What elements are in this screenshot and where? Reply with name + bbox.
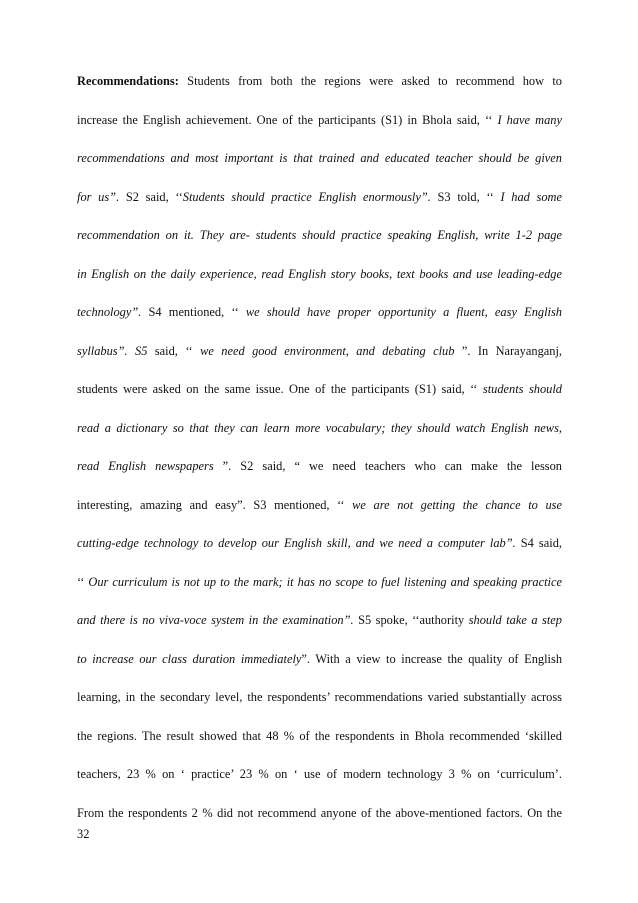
text-run: should take a step (468, 613, 562, 627)
text-line (77, 343, 562, 359)
text-run: learning, in the secondary level, the respondents’ recommendations varied substantially across (77, 690, 562, 704)
text-line (77, 189, 562, 205)
text-run: increase the English achievement. One of the participants (S1) in Bhola said, ‘‘ (77, 112, 498, 127)
text-run: From the respondents 2 % did not recommend anyone of the above-mentioned factors. On the (77, 805, 562, 820)
text-line (77, 304, 562, 320)
text-line (77, 381, 562, 397)
text-run: read English newspapers (77, 459, 214, 473)
text-line (77, 266, 562, 282)
text-run: S2 said, ‘‘ (119, 189, 183, 204)
text-line (77, 227, 562, 243)
text-run: the regions. The result showed that 48 % of the respondents in Bhola recommended ‘skilled (77, 728, 562, 743)
text-line (77, 497, 562, 513)
text-run: S4 said, (515, 536, 562, 550)
text-line (77, 728, 562, 744)
text-line (77, 574, 562, 590)
text-run: S4 mentioned, ‘‘ (141, 305, 246, 319)
text-run: recommendations and most important is that trained and educated teacher should be given (77, 151, 562, 165)
text-line (77, 766, 562, 782)
text-run: Students should practice English enormously”. (182, 189, 431, 204)
text-run: students should (482, 382, 562, 396)
text-run: ‘‘ (77, 574, 89, 589)
text-run: and there is no viva-voce system in the examination”. (77, 613, 354, 627)
text-line (77, 689, 562, 705)
text-line (77, 73, 562, 89)
text-run: we should have proper opportunity a fluent, easy English (245, 305, 562, 319)
text-run: read a dictionary so that they can learn more vocabulary; they should watch English news, (77, 420, 562, 435)
text-run: I had some (500, 189, 563, 204)
text-line (77, 420, 562, 436)
text-run: said, ‘‘ (147, 343, 201, 358)
text-run: students were asked on the same issue. One of the participants (S1) said, ‘‘ (77, 382, 483, 396)
text-run: we are not getting the chance to use (352, 497, 562, 512)
text-run: ”. S2 said, “ we need teachers who can make the lesson (213, 459, 562, 473)
text-run: ”. With a view to increase the quality of English (301, 651, 563, 666)
text-run: S5 spoke, ‘‘authority (353, 613, 469, 627)
text-run: to increase our class duration immediately (77, 651, 302, 666)
page-number: 32 (77, 827, 90, 841)
text-line (77, 458, 562, 474)
text-run: Our curriculum is not up to the mark; it has no scope to fuel listening and speaking practice (88, 574, 562, 589)
text-line (77, 651, 562, 667)
text-run: teachers, 23 % on ‘ practice’ 23 % on ‘ use of modern technology 3 % on ‘curriculum’. (77, 767, 562, 781)
text-line (77, 805, 562, 821)
text-run: ”. In Narayanganj, (454, 343, 563, 358)
text-run: in English on the daily experience, read English story books, text books and use leading-edge (77, 266, 562, 281)
text-run: technology”. (77, 305, 142, 319)
text-line (77, 112, 562, 128)
text-run: recommendation on it. They are- students should practice speaking English, write 1-2 page (77, 228, 562, 242)
text-line (77, 535, 562, 551)
text-run: we need good environment, and debating club (200, 343, 455, 358)
text-line (77, 612, 562, 628)
text-run: interesting, amazing and easy”. S3 mentioned, ‘‘ (77, 497, 353, 512)
text-run: syllabus”. S5 (77, 343, 148, 358)
text-run: cutting-edge technology to develop our English skill, and we need a computer lab”. (77, 536, 516, 550)
text-run: for us”. (77, 189, 120, 204)
text-run: Recommendations: (77, 74, 179, 88)
text-run: I have many (497, 112, 562, 127)
text-run: S3 told, ‘‘ (430, 189, 501, 204)
text-line (77, 150, 562, 166)
text-run: Students from both the regions were asked to recommend how to (178, 74, 562, 88)
